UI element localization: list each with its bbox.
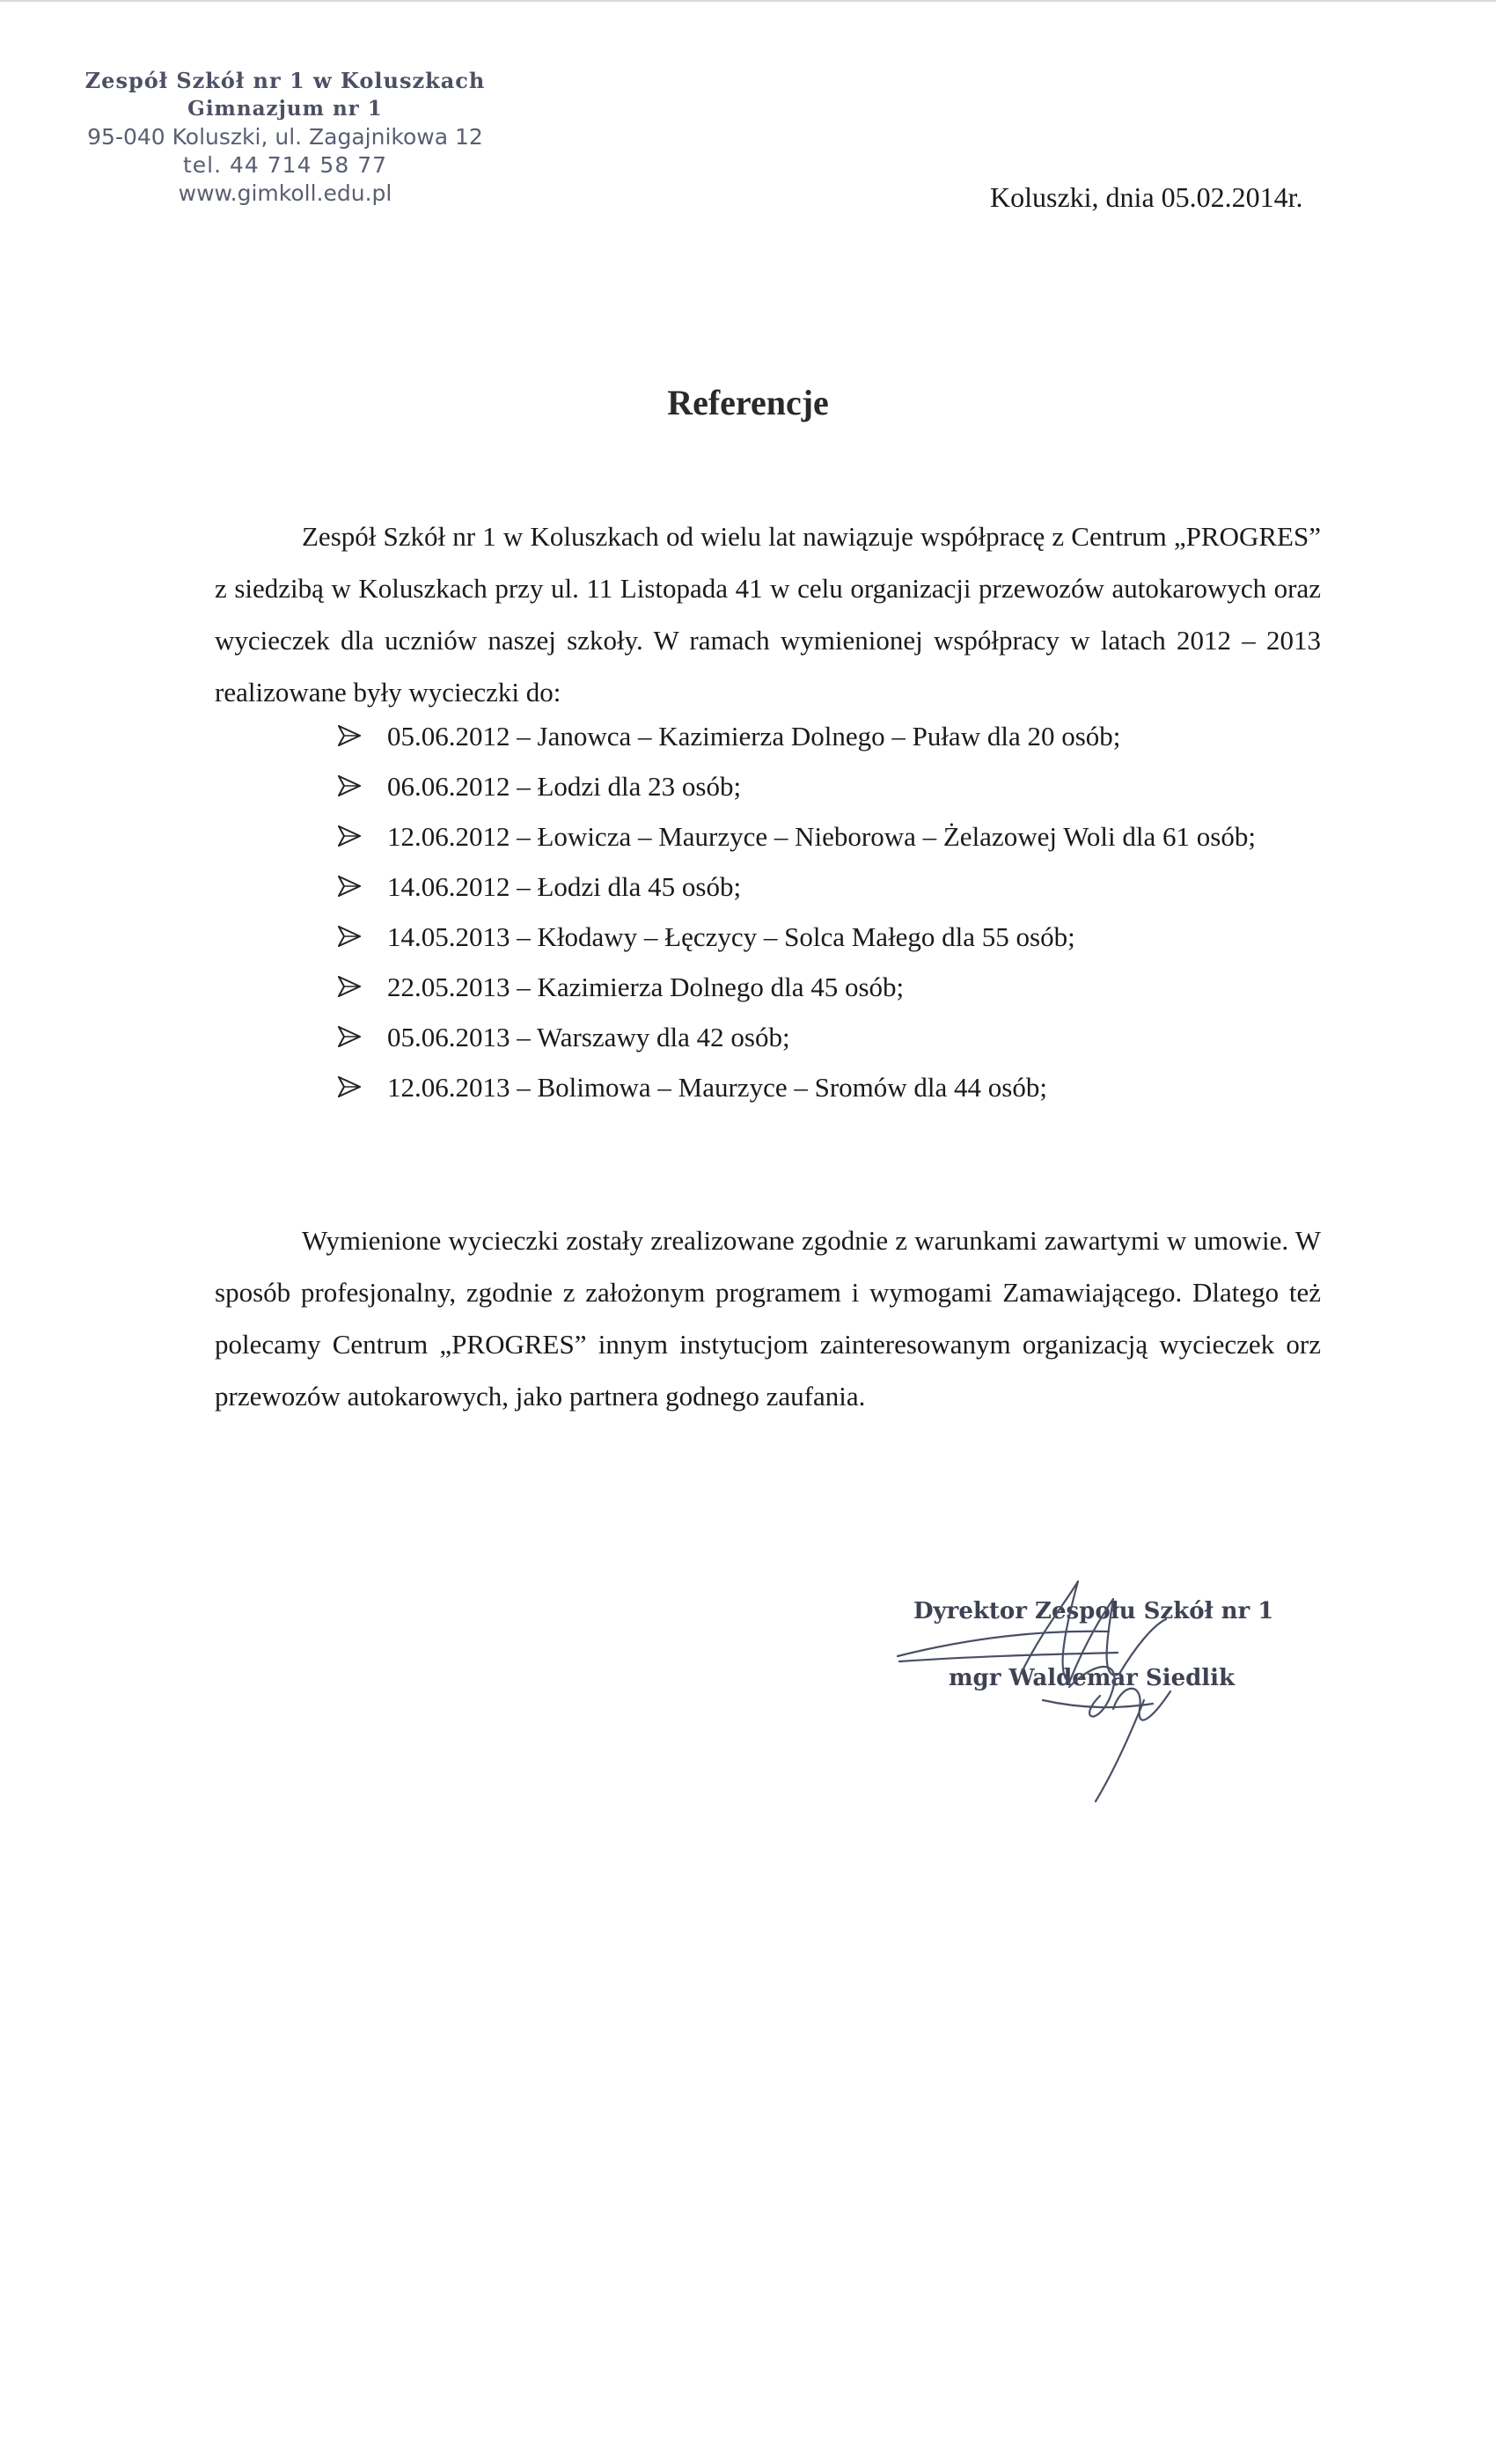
- trip-text: 22.05.2013 – Kazimierza Dolnego dla 45 osób;: [387, 972, 905, 1002]
- closing-paragraph: Wymienione wycieczki zostały zrealizowane zgodnie z warunkami zawartymi w umowie. W sposób profesjonalny, zgodnie z założonym programem i wymogami Zamawiającego. Dlatego też polecamy Centrum „PROGRES” innym instytucjom zainteresowanym organizacją wycieczek orz przewozów autokarowych, jako partnera godnego zaufania.: [215, 1225, 1321, 1412]
- trip-list: [338, 711, 1306, 1112]
- arrow-bullet-icon: [338, 1076, 361, 1097]
- list-item: [338, 862, 1306, 912]
- letter-date: Koluszki, dnia 05.02.2014r.: [990, 181, 1303, 213]
- trip-text: 14.05.2013 – Kłodawy – Łęczycy – Solca Małego dla 55 osób;: [387, 921, 1075, 952]
- arrow-bullet-icon: [338, 1026, 361, 1047]
- list-item: [338, 1062, 1306, 1112]
- document-title: Referencje: [667, 383, 829, 422]
- list-item: [338, 912, 1306, 962]
- signature-stamp: [889, 1577, 1294, 1806]
- stamp-website: www.gimkoll.edu.pl: [178, 180, 392, 206]
- arrow-bullet-icon: [338, 775, 361, 796]
- list-item: [338, 811, 1306, 862]
- list-item: [338, 1012, 1306, 1062]
- trip-text: 05.06.2012 – Janowca – Kazimierza Dolnego – Puław dla 20 osób;: [387, 721, 1121, 752]
- blank-area: [0, 2066, 1496, 2464]
- trip-text: 05.06.2013 – Warszawy dla 42 osób;: [387, 1022, 790, 1052]
- stamp-school-name: Zespół Szkół nr 1 w Koluszkach: [84, 68, 486, 93]
- signature-title: Dyrektor Zespołu Szkół nr 1: [913, 1598, 1274, 1624]
- list-item: [338, 962, 1306, 1012]
- stamp-gymnasium: Gimnazjum nr 1: [187, 97, 383, 121]
- arrow-bullet-icon: [338, 876, 361, 897]
- list-item: [338, 711, 1306, 761]
- trip-text: 12.06.2012 – Łowicza – Maurzyce – Nieborowa – Żelazowej Woli dla 61 osób;: [387, 821, 1256, 852]
- stamp-address: 95-040 Koluszki, ul. Zagajnikowa 12: [87, 124, 483, 150]
- list-item: [338, 761, 1306, 811]
- arrow-bullet-icon: [338, 976, 361, 997]
- signature-name: mgr Waldemar Siedlik: [949, 1665, 1236, 1691]
- trip-text: 12.06.2013 – Bolimowa – Maurzyce – Sromów dla 44 osób;: [387, 1072, 1047, 1103]
- school-stamp: [74, 67, 496, 208]
- trip-text: 06.06.2012 – Łodzi dla 23 osób;: [387, 771, 742, 802]
- arrow-bullet-icon: [338, 725, 361, 746]
- stamp-phone: tel. 44 714 58 77: [182, 152, 387, 178]
- handwritten-signature: [889, 1577, 1294, 1806]
- arrow-bullet-icon: [338, 926, 361, 947]
- arrow-bullet-icon: [338, 825, 361, 847]
- trip-text: 14.06.2012 – Łodzi dla 45 osób;: [387, 871, 742, 902]
- intro-paragraph: Zespół Szkół nr 1 w Koluszkach od wielu lat nawiązuje współpracę z Centrum „PROGRES” z siedzibą w Koluszkach przy ul. 11 Listopada 41 w celu organizacji przewozów autokarowych oraz wycieczek dla uczniów naszej szkoły. W ramach wymienionej współpracy w latach 2012 – 2013 realizowane były wycieczki do:: [215, 521, 1321, 708]
